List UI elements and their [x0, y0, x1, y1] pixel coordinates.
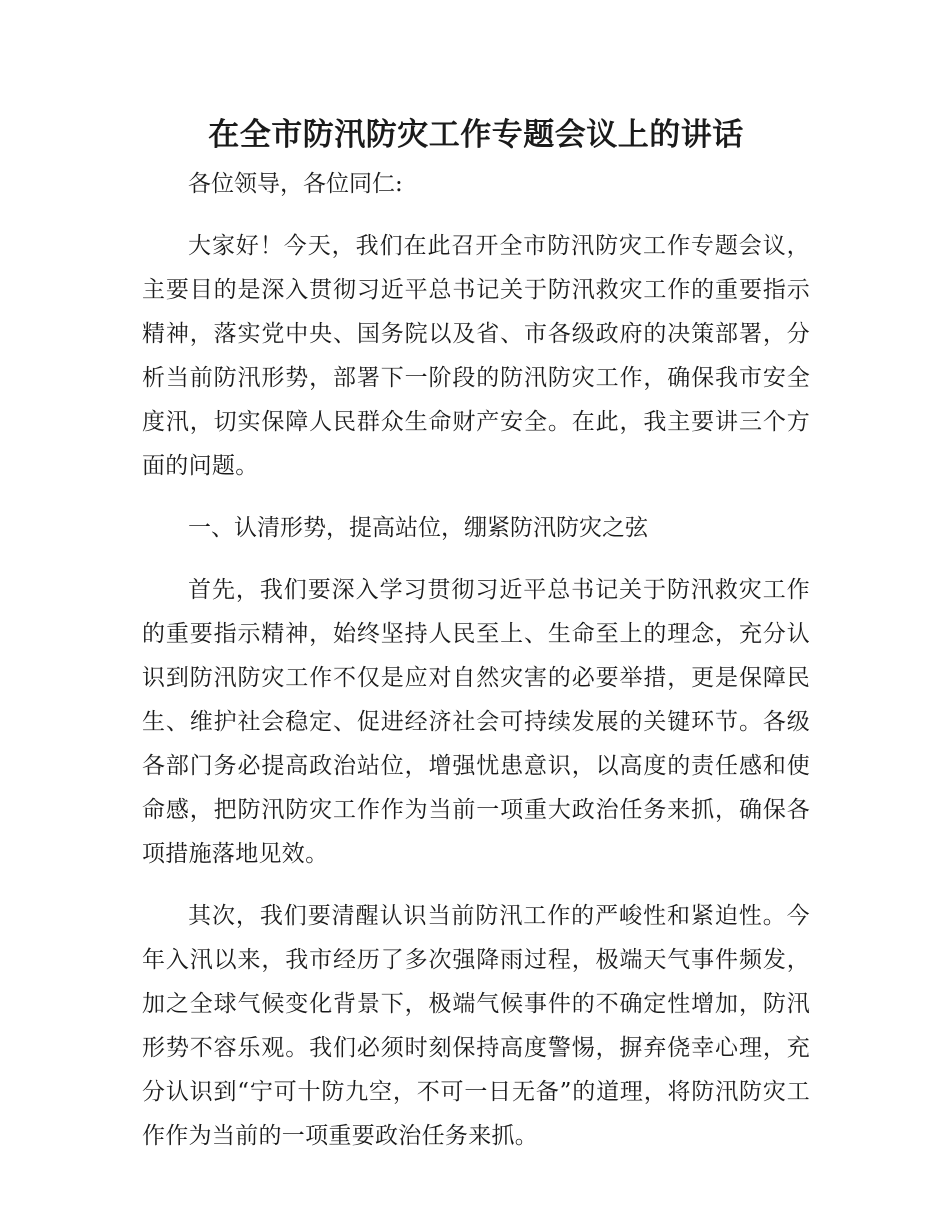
section-paragraph-2: 其次，我们要清醒认识当前防汛工作的严峻性和紧迫性。今年入汛以来，我市经历了多次强降雨过程，极端天气事件频发，加之全球气候变化背景下，极端气候事件的不确定性增加，防汛形势不容乐观。我们必须时刻保持高度警惕，摒弃侥幸心理，充分认识到“宁可十防九空，不可一日无备”的道理，将防汛防灾工作作为当前的一项重要政治任务来抓。 — [142, 903, 810, 1149]
section-paragraph-1: 首先，我们要深入学习贯彻习近平总书记关于防汛救灾工作的重要指示精神，始终坚持人民至上、生命至上的理念，充分认识到防汛防灾工作不仅是应对自然灾害的必要举措，更是保障民生、维护社会稳定、促进经济社会可持续发展的关键环节。各级各部门务必提高政治站位，增强忧患意识，以高度的责任感和使命感，把防汛防灾工作作为当前一项重大政治任务来抓，确保各项措施落地见效。 — [142, 577, 810, 867]
document-page — [142, 108, 810, 1176]
greeting: 各位领导，各位同仁: — [188, 171, 403, 197]
document-title: 在全市防汛防灾工作专题会议上的讲话 — [208, 117, 744, 153]
section-heading: 一、认清形势，提高站位，绷紧防汛防灾之弦 — [188, 515, 648, 541]
intro-paragraph: 大家好！今天，我们在此召开全市防汛防灾工作专题会议，主要目的是深入贯彻习近平总书记关于防汛救灾工作的重要指示精神，落实党中央、国务院以及省、市各级政府的决策部署，分析当前防汛形势，部署下一阶段的防汛防灾工作，确保我市安全度汛，切实保障人民群众生命财产安全。在此，我主要讲三个方面的问题。 — [142, 233, 810, 479]
